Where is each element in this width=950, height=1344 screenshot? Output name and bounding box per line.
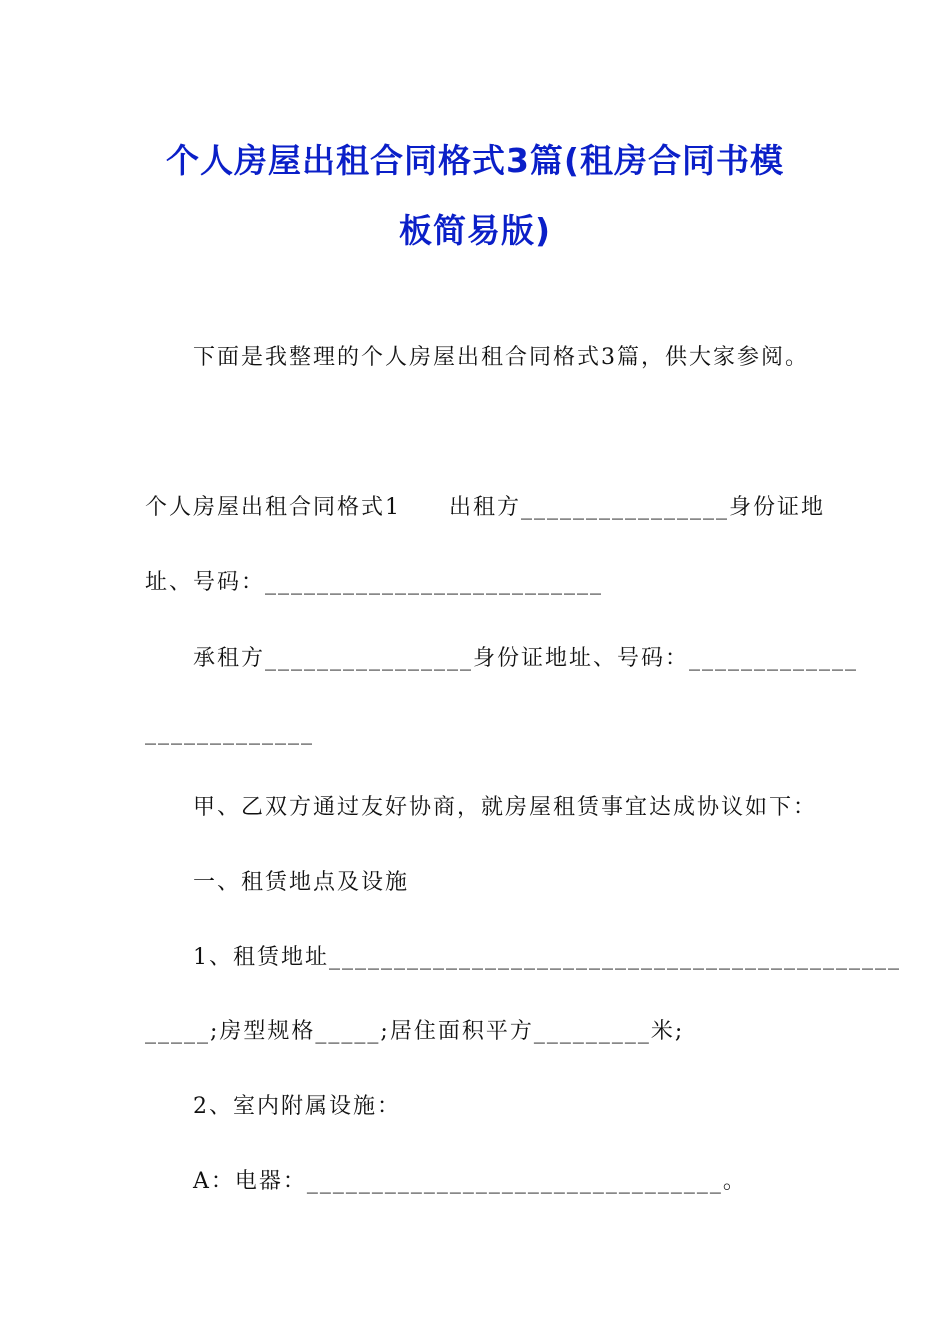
document-title-line2: 板简易版) <box>398 211 552 250</box>
appliances-line: A：电器：________________________________。 <box>193 1169 747 1194</box>
facilities-heading: 2、室内附属设施： <box>193 1094 401 1119</box>
lease-address-line: 1、租赁地址____________________________________________ <box>193 945 901 970</box>
intro-paragraph: 下面是我整理的个人房屋出租合同格式3篇，供大家参阅。 <box>193 345 809 370</box>
lessor-id-address-line: 址、号码：__________________________ <box>145 570 604 595</box>
lessee-line: 承租方________________身份证地址、号码：_____________ <box>193 646 859 671</box>
contract-heading-lessor-line: 个人房屋出租合同格式1 出租方________________身份证地 <box>145 495 825 520</box>
room-type-area-line: _____;房型规格_____;居住面积平方_________米; <box>145 1019 685 1044</box>
section-one-heading: 一、租赁地点及设施 <box>193 870 410 895</box>
agreement-intro-line: 甲、乙双方通过友好协商，就房屋租赁事宜达成协议如下： <box>193 795 818 820</box>
lessee-id-continuation-line: _____________ <box>145 720 314 745</box>
document-title-line1: 个人房屋出租合同格式3篇(租房合同书模 <box>165 141 785 180</box>
